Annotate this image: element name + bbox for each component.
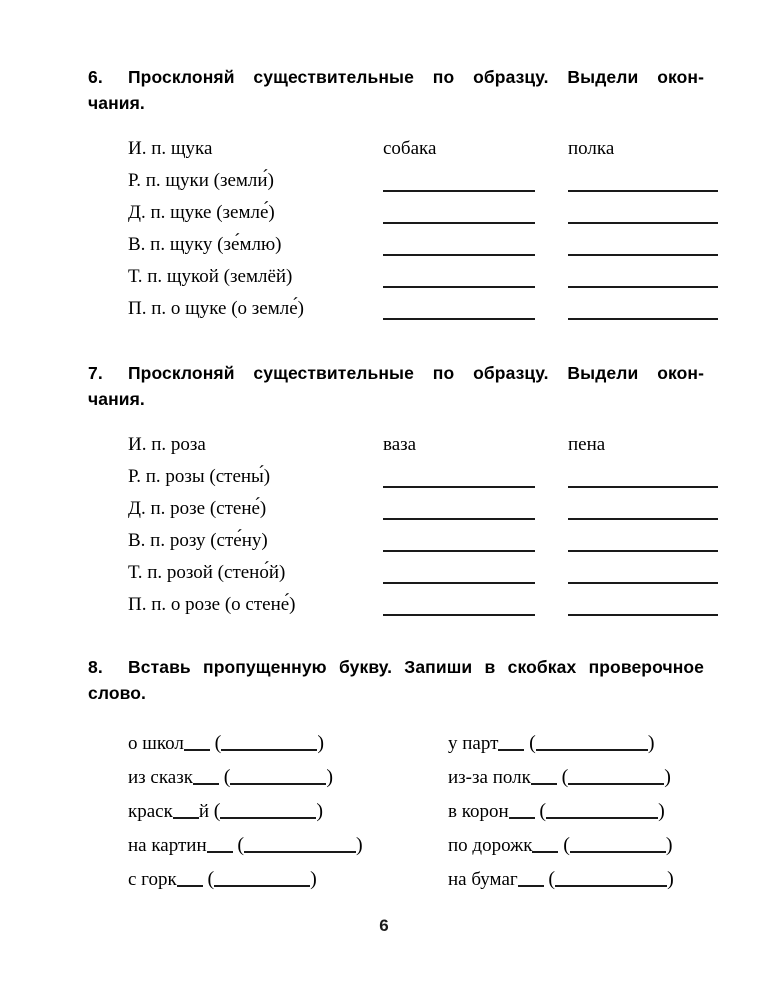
fill-item-left <box>128 868 317 891</box>
letter-blank[interactable] <box>177 885 203 887</box>
list-item <box>128 868 728 902</box>
exercise-8-instruction <box>88 654 704 706</box>
exercise-6-instruction <box>88 64 704 116</box>
case-form-label: Р. п. щуки (земли́) <box>128 170 274 191</box>
exercise-6 <box>88 64 704 116</box>
case-form-label: Д. п. розе (стене́) <box>128 498 267 519</box>
paren-close: ) <box>647 732 655 754</box>
exercise-7-instruction-line1: Просклоняй существительные по образцу. Выдели окон- <box>128 363 704 383</box>
paren-close: ) <box>316 800 324 822</box>
table-row <box>128 432 708 464</box>
paren-open: ( <box>213 800 221 822</box>
word-suffix: й <box>198 801 209 822</box>
column-header-2: ваза <box>383 434 417 455</box>
list-item <box>128 732 728 766</box>
paren-open: ( <box>223 766 231 788</box>
check-word-blank[interactable] <box>546 817 658 819</box>
answer-blank-line[interactable] <box>568 486 718 488</box>
list-item <box>128 834 728 868</box>
check-word-blank[interactable] <box>536 749 648 751</box>
check-word-blank[interactable] <box>244 851 356 853</box>
fill-item-right <box>448 732 655 755</box>
case-form-label: В. п. розу (сте́ну) <box>128 530 268 551</box>
answer-blank-line[interactable] <box>383 254 535 256</box>
table-row <box>128 560 708 592</box>
table-row <box>128 528 708 560</box>
exercise-8-instruction-line1: Вставь пропущенную букву. Запиши в скобках проверочное <box>128 657 704 677</box>
exercise-6-instruction-line2: чания. <box>88 93 145 113</box>
table-row <box>128 296 708 328</box>
list-item <box>128 800 728 834</box>
fill-item-right <box>448 766 671 789</box>
fill-item-left <box>128 834 363 857</box>
answer-blank-line[interactable] <box>383 518 535 520</box>
fill-item-right <box>448 868 674 891</box>
paren-close: ) <box>310 868 317 890</box>
answer-blank-line[interactable] <box>383 222 535 224</box>
answer-blank-line[interactable] <box>383 190 535 192</box>
fill-item-right <box>448 834 673 857</box>
list-item <box>128 766 728 800</box>
paren-open: ( <box>237 834 245 856</box>
paren-close: ) <box>665 834 673 856</box>
paren-open: ( <box>214 732 222 754</box>
word-prefix: по дорожк <box>448 835 533 856</box>
word-prefix: на картин <box>128 835 207 856</box>
paren-open: ( <box>539 800 547 822</box>
letter-blank[interactable] <box>184 749 210 751</box>
word-prefix: на бумаг <box>448 869 518 890</box>
case-form-label: Д. п. щуке (земле́) <box>128 202 275 223</box>
exercise-6-instruction-line1: Просклоняй существительные по образцу. Выдели окон- <box>128 67 704 87</box>
fill-item-left <box>128 766 333 789</box>
column-header-3: полка <box>568 138 615 159</box>
table-row <box>128 168 708 200</box>
exercise-7 <box>88 360 704 412</box>
answer-blank-line[interactable] <box>383 582 535 584</box>
exercise-8-number: 8. <box>88 657 103 677</box>
answer-blank-line[interactable] <box>568 222 718 224</box>
letter-blank[interactable] <box>518 885 544 887</box>
answer-blank-line[interactable] <box>383 286 535 288</box>
paren-close: ) <box>356 834 363 856</box>
letter-blank[interactable] <box>207 851 233 853</box>
answer-blank-line[interactable] <box>568 286 718 288</box>
check-word-blank[interactable] <box>214 885 310 887</box>
table-row <box>128 232 708 264</box>
table-row <box>128 200 708 232</box>
table-row <box>128 496 708 528</box>
table-row <box>128 464 708 496</box>
paren-close: ) <box>664 766 671 788</box>
fill-item-right <box>448 800 665 823</box>
answer-blank-line[interactable] <box>568 518 718 520</box>
answer-blank-line[interactable] <box>568 190 718 192</box>
check-word-blank[interactable] <box>555 885 667 887</box>
case-form-label: И. п. щука <box>128 138 213 159</box>
answer-blank-line[interactable] <box>383 614 535 616</box>
check-word-blank[interactable] <box>220 817 316 819</box>
letter-blank[interactable] <box>509 817 535 819</box>
letter-blank[interactable] <box>531 783 557 785</box>
column-header-3: пена <box>568 434 606 455</box>
exercise-7-declension-table <box>128 432 708 624</box>
column-header-2: собака <box>383 138 437 159</box>
exercise-7-number: 7. <box>88 363 103 383</box>
check-word-blank[interactable] <box>230 783 326 785</box>
table-row <box>128 264 708 296</box>
answer-blank-line[interactable] <box>568 550 718 552</box>
word-prefix: о школ <box>128 733 184 754</box>
paren-close: ) <box>667 868 674 890</box>
paren-open: ( <box>563 834 570 856</box>
word-prefix: краск <box>128 801 173 822</box>
exercise-7-instruction-line2: чания. <box>88 389 145 409</box>
letter-blank[interactable] <box>173 817 199 819</box>
exercise-8-instruction-line2: слово. <box>88 683 146 703</box>
check-word-blank[interactable] <box>570 851 666 853</box>
answer-blank-line[interactable] <box>383 318 535 320</box>
exercise-7-instruction <box>88 360 704 412</box>
table-row <box>128 136 708 168</box>
word-prefix: у парт <box>448 733 499 754</box>
letter-blank[interactable] <box>193 783 219 785</box>
paren-close: ) <box>326 766 334 788</box>
word-prefix: в корон <box>448 801 509 822</box>
answer-blank-line[interactable] <box>568 318 718 320</box>
letter-blank[interactable] <box>498 749 524 751</box>
paren-open: ( <box>529 732 536 754</box>
paren-open: ( <box>561 766 569 788</box>
case-form-label: Т. п. розой (стено́й) <box>128 562 286 583</box>
paren-close: ) <box>658 800 665 822</box>
exercise-6-number: 6. <box>88 67 103 87</box>
answer-blank-line[interactable] <box>568 582 718 584</box>
case-form-label: В. п. щуку (зе́млю) <box>128 234 282 255</box>
case-form-label: Т. п. щукой (землёй) <box>128 266 293 287</box>
check-word-blank[interactable] <box>568 783 664 785</box>
table-row <box>128 592 708 624</box>
check-word-blank[interactable] <box>221 749 317 751</box>
case-form-label: И. п. роза <box>128 434 206 455</box>
paren-close: ) <box>317 732 324 754</box>
fill-item-left <box>128 732 324 755</box>
paren-open: ( <box>207 868 215 890</box>
answer-blank-line[interactable] <box>568 254 718 256</box>
answer-blank-line[interactable] <box>568 614 718 616</box>
fill-item-left <box>128 800 323 823</box>
exercise-6-declension-table <box>128 136 708 328</box>
word-prefix: из сказк <box>128 767 193 788</box>
word-prefix: с горк <box>128 869 177 890</box>
answer-blank-line[interactable] <box>383 486 535 488</box>
case-form-label: П. п. о щуке (о земле́) <box>128 298 304 319</box>
exercise-8-fill-grid <box>128 732 728 902</box>
answer-blank-line[interactable] <box>383 550 535 552</box>
case-form-label: Р. п. розы (стены́) <box>128 466 271 487</box>
case-form-label: П. п. о розе (о стене́) <box>128 594 296 615</box>
page-number: 6 <box>379 916 389 935</box>
exercise-8 <box>88 654 704 706</box>
word-prefix: из-за полк <box>448 767 531 788</box>
paren-open: ( <box>548 868 556 890</box>
letter-blank[interactable] <box>532 851 558 853</box>
